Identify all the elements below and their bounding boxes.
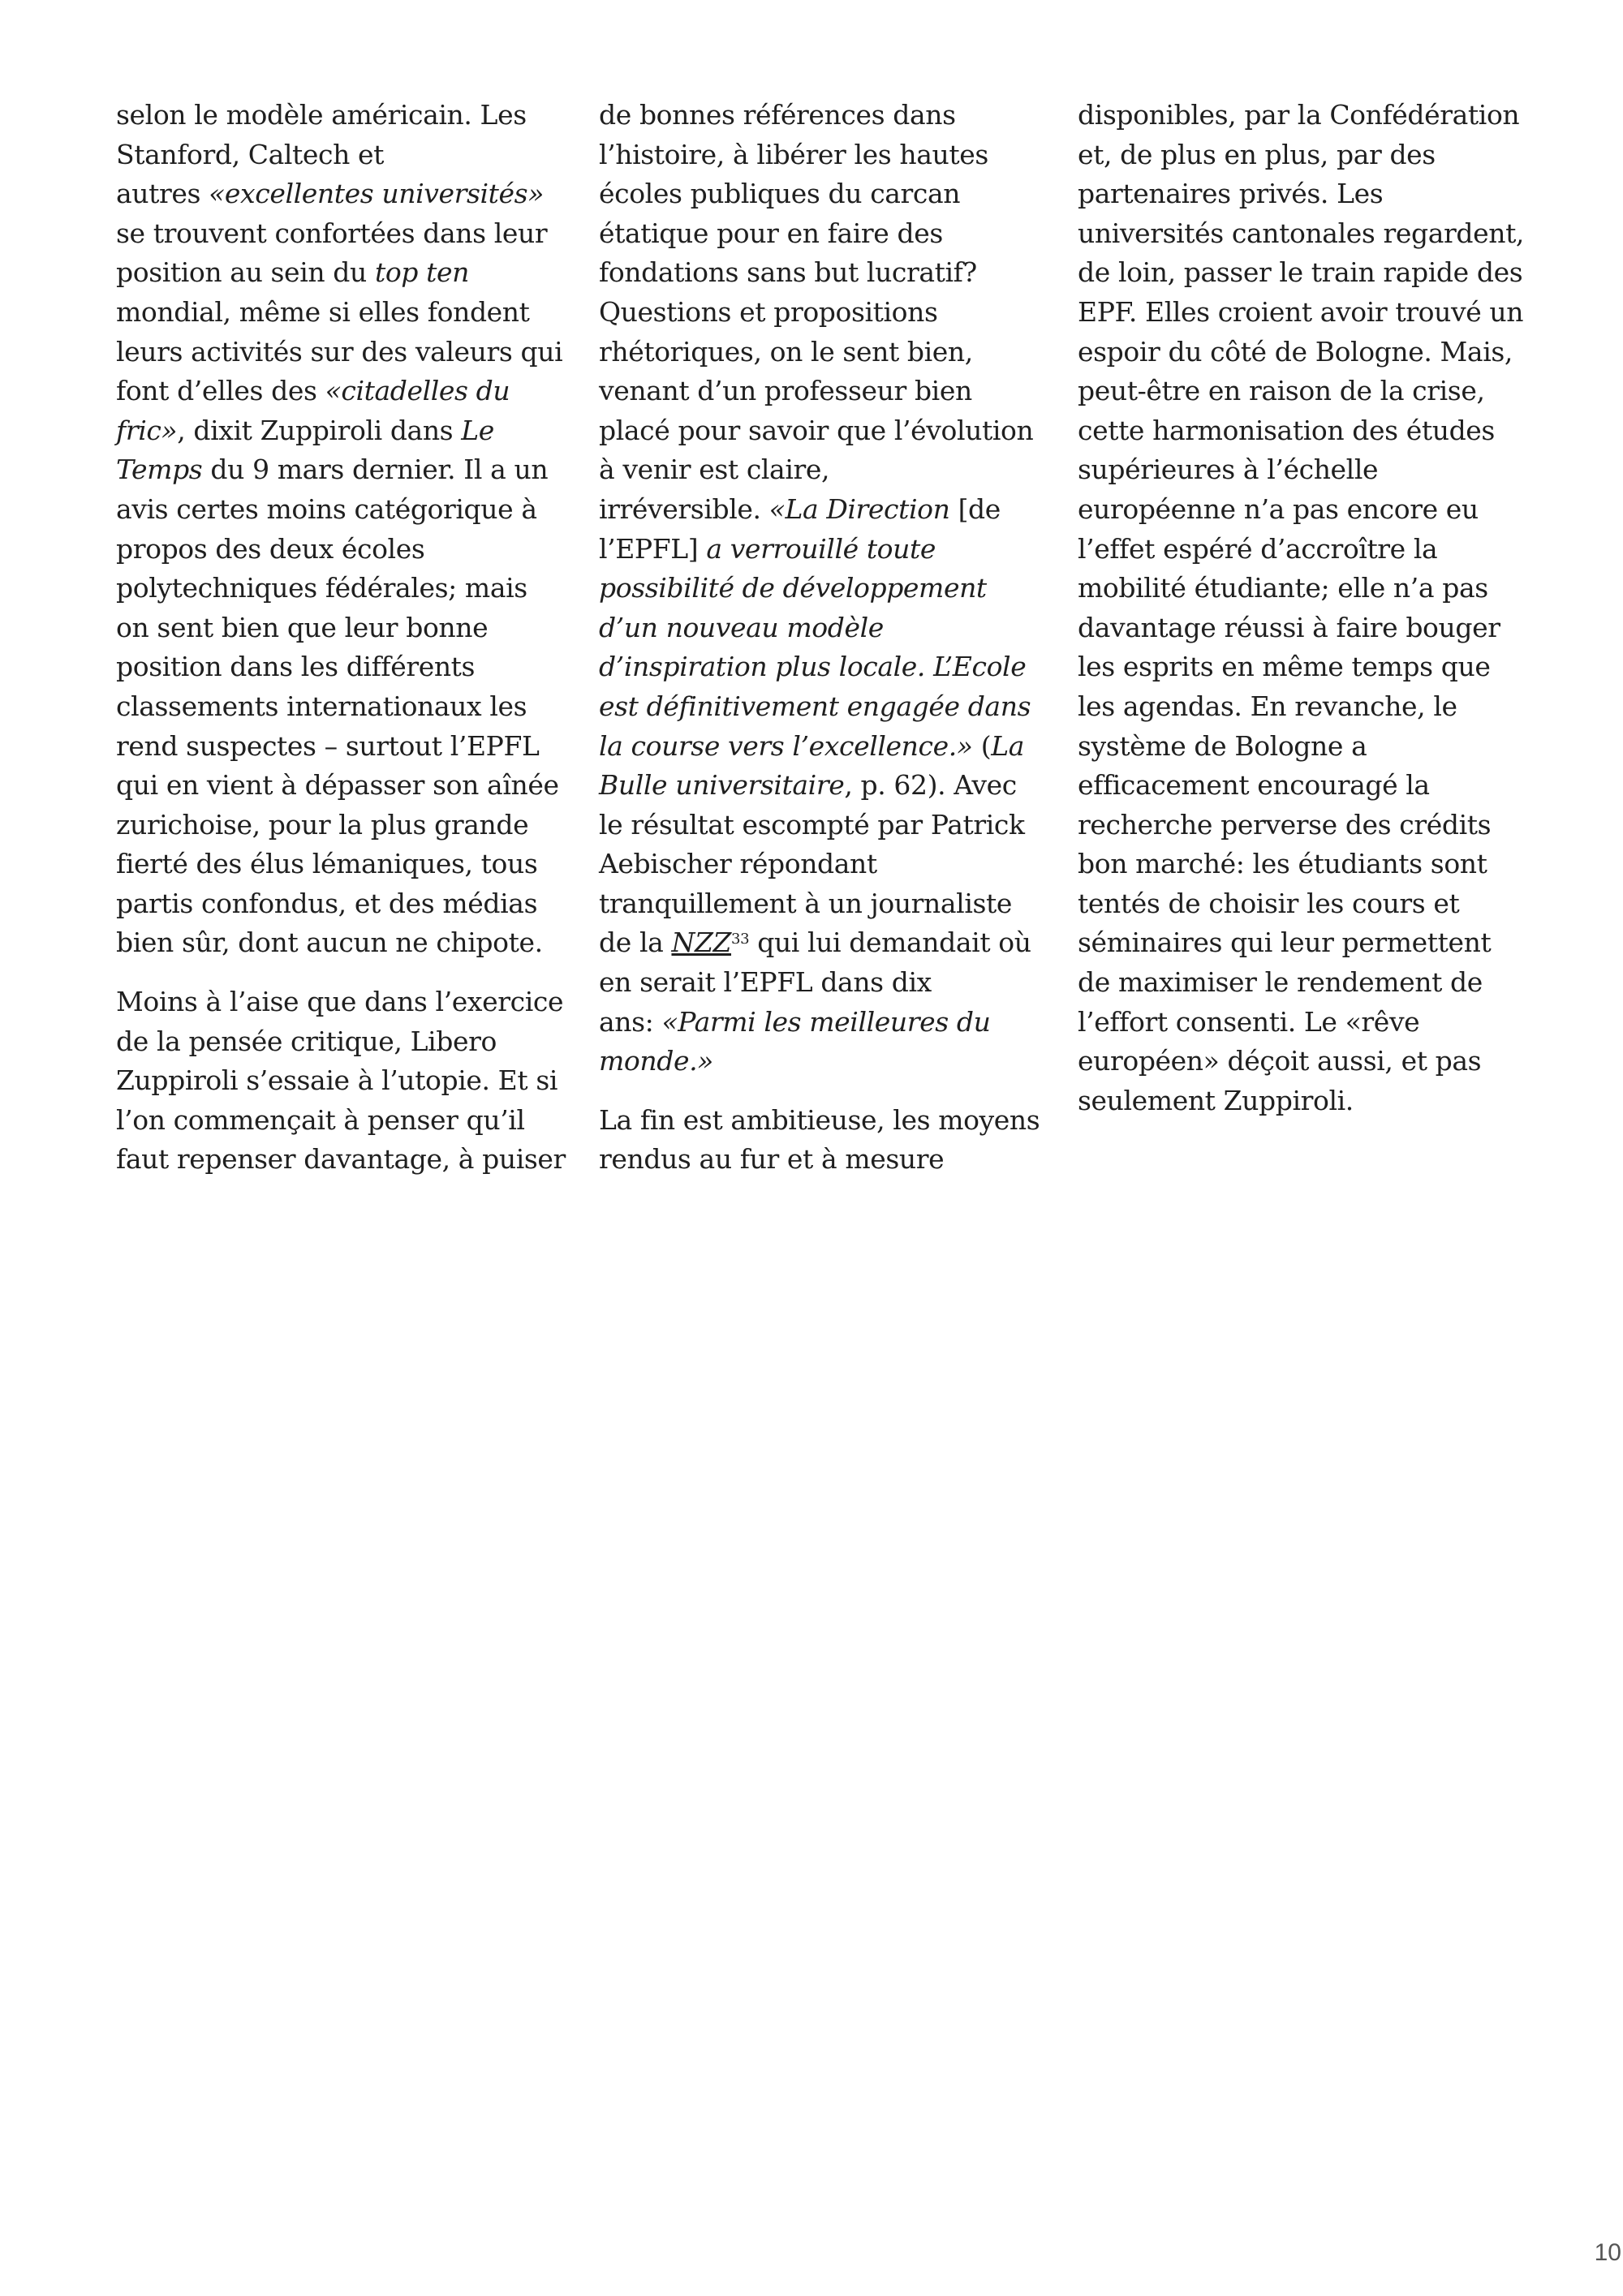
text-line	[116, 450, 554, 490]
text-line	[1078, 884, 1516, 924]
text-line	[1078, 608, 1516, 648]
text-run: , p. 62). Avec	[844, 769, 1017, 802]
text-line	[599, 293, 1037, 333]
text-run: font d’elles des	[116, 375, 325, 407]
text-line	[599, 1140, 1037, 1180]
italic-run: NZZ	[671, 927, 732, 959]
text-run: qui en vient à dépasser son aînée	[116, 769, 559, 802]
text-line	[116, 135, 554, 175]
italic-run: «La Direction	[768, 492, 950, 525]
text-line	[116, 727, 554, 767]
text-line	[1078, 963, 1516, 1003]
text-column-1	[116, 96, 566, 1180]
text-line	[116, 490, 554, 530]
text-run: l’histoire, à libérer les hautes	[599, 138, 988, 170]
text-run: tentés de choisir les cours et	[1078, 887, 1460, 919]
text-run: et, de plus en plus, par des	[1078, 138, 1436, 170]
text-line	[116, 1022, 554, 1062]
italic-run: est définitivement engagée dans	[599, 690, 1031, 722]
text-line	[1078, 845, 1516, 884]
text-line	[1078, 333, 1516, 372]
text-line	[116, 1140, 566, 1180]
text-run: polytechniques fédérales; mais	[116, 572, 527, 604]
italic-run: fric»	[116, 414, 178, 446]
text-line	[599, 135, 1037, 175]
text-run: se trouvent confortées dans leur	[116, 217, 548, 249]
text-line	[1078, 214, 1525, 254]
text-line	[116, 647, 554, 687]
text-run: Questions et propositions	[599, 295, 938, 328]
text-run: rend suspectes – surtout l’EPFL	[116, 729, 540, 762]
text-run: en serait l’EPFL dans dix	[599, 966, 932, 999]
text-run: davantage réussi à faire bouger	[1078, 611, 1500, 643]
text-line	[599, 411, 1037, 451]
text-run: (	[972, 729, 992, 762]
italic-run: Le	[461, 414, 494, 446]
text-line	[599, 174, 1037, 214]
text-run: fondations sans but lucratif?	[599, 256, 977, 289]
text-run: faut repenser davantage, à puiser	[116, 1143, 566, 1176]
text-line	[599, 963, 1037, 1003]
text-run: de loin, passer le train rapide des	[1078, 256, 1523, 289]
text-line	[599, 333, 1037, 372]
text-line	[116, 96, 554, 135]
text-run: européenne n’a pas encore eu	[1078, 492, 1479, 525]
text-run: position au sein du	[116, 256, 375, 289]
text-run: bon marché: les étudiants sont	[1078, 848, 1487, 880]
text-line	[599, 727, 1037, 767]
paragraph	[116, 982, 566, 1180]
text-line	[599, 806, 1037, 845]
text-run: du 9 mars dernier. Il a un	[202, 454, 549, 486]
text-run: zurichoise, pour la plus grande	[116, 808, 529, 841]
text-line	[1078, 490, 1516, 530]
text-line	[116, 530, 554, 570]
text-run: venant d’un professeur bien	[599, 375, 972, 407]
text-line	[116, 845, 554, 884]
text-line	[116, 1101, 554, 1141]
text-run: partenaires privés. Les	[1078, 178, 1384, 210]
text-line	[599, 608, 1037, 648]
italic-run: Bulle universitaire	[599, 769, 845, 802]
text-line	[116, 333, 563, 372]
text-column-2	[599, 96, 1040, 1180]
text-line	[599, 923, 1037, 963]
text-run: séminaires qui leur permettent	[1078, 927, 1492, 959]
text-run: mobilité étudiante; elle n’a pas	[1078, 572, 1488, 604]
text-line	[1078, 647, 1516, 687]
text-line	[116, 411, 554, 451]
text-run: Moins à l’aise que dans l’exercice	[116, 986, 564, 1018]
text-run: supérieures à l’échelle	[1078, 454, 1379, 486]
text-run: rendus au fur et à mesure	[599, 1143, 945, 1176]
text-run: fierté des élus lémaniques, tous	[116, 848, 538, 880]
text-line	[1078, 135, 1516, 175]
paragraph	[1078, 96, 1525, 1120]
text-run: tranquillement à un journaliste	[599, 887, 1013, 919]
footnote-marker: 33	[731, 931, 750, 948]
text-line	[1078, 293, 1524, 333]
paragraph	[599, 1101, 1040, 1180]
text-line	[116, 923, 554, 963]
text-line	[599, 1042, 1037, 1081]
italic-run: top ten	[374, 256, 469, 289]
text-line	[116, 372, 554, 411]
text-line	[1078, 411, 1516, 451]
text-run: le résultat escompté par Patrick	[599, 808, 1025, 841]
text-line	[1078, 806, 1516, 845]
text-run: de bonnes références dans	[599, 99, 956, 131]
text-run: à venir est claire,	[599, 454, 830, 486]
text-line	[1078, 1003, 1516, 1043]
text-line	[599, 766, 1037, 806]
text-run: l’EPFL]	[599, 532, 707, 565]
text-line	[1078, 253, 1523, 293]
italic-run: Temps	[116, 454, 203, 486]
text-run: mondial, même si elles fondent	[116, 295, 530, 328]
text-line	[1078, 923, 1516, 963]
text-run: universités cantonales regardent,	[1078, 217, 1525, 249]
paragraph-gap	[116, 963, 554, 982]
text-run: Zuppiroli s’essaie à l’utopie. Et si	[116, 1064, 558, 1097]
text-line	[116, 253, 554, 293]
text-line	[599, 214, 1037, 254]
text-run: peut-être en raison de la crise,	[1078, 375, 1485, 407]
text-line	[1078, 450, 1516, 490]
paragraph	[116, 96, 563, 963]
text-line	[1078, 174, 1516, 214]
text-run: de la	[599, 927, 672, 959]
text-run: espoir du côté de Bologne. Mais,	[1078, 335, 1513, 368]
text-run: autres	[116, 178, 209, 210]
text-line	[599, 253, 1037, 293]
italic-run: a verrouillé toute	[706, 532, 936, 565]
text-line	[599, 687, 1037, 727]
text-run: position dans les différents	[116, 651, 476, 683]
text-run: rhétoriques, on le sent bien,	[599, 335, 973, 368]
text-line	[599, 530, 1037, 570]
text-line	[599, 884, 1037, 924]
text-line	[599, 96, 1037, 135]
text-line	[1078, 569, 1516, 608]
text-line	[599, 569, 1037, 608]
text-run: disponibles, par la Confédération	[1078, 99, 1520, 131]
italic-run: «citadelles du	[325, 375, 510, 407]
text-line	[1078, 727, 1516, 767]
text-run: les agendas. En revanche, le	[1078, 690, 1457, 722]
text-line	[116, 982, 564, 1022]
text-line	[116, 608, 554, 648]
text-line	[116, 569, 554, 608]
text-run: irréversible.	[599, 492, 769, 525]
text-line	[599, 1101, 1040, 1141]
text-line	[116, 884, 554, 924]
text-run: l’effet espéré d’accroître la	[1078, 532, 1438, 565]
text-line	[116, 687, 554, 727]
text-line	[599, 647, 1037, 687]
text-run: Stanford, Caltech et	[116, 138, 385, 170]
text-run: , dixit Zuppiroli dans	[177, 414, 462, 446]
text-run: leurs activités sur des valeurs qui	[116, 335, 563, 368]
text-run: seulement Zuppiroli.	[1078, 1084, 1354, 1116]
text-run: les esprits en même temps que	[1078, 651, 1491, 683]
text-run: système de Bologne a	[1078, 729, 1367, 762]
text-run: de maximiser le rendement de	[1078, 966, 1483, 999]
text-line	[1078, 530, 1516, 570]
text-run: selon le modèle américain. Les	[116, 99, 527, 131]
text-run: placé pour savoir que l’évolution	[599, 414, 1034, 446]
text-line	[116, 214, 554, 254]
italic-run: monde.»	[599, 1045, 713, 1077]
text-line	[599, 450, 1037, 490]
text-run: avis certes moins catégorique à	[116, 492, 537, 525]
text-line	[116, 1061, 558, 1101]
text-column-3	[1078, 96, 1525, 1120]
text-run: de la pensée critique, Libero	[116, 1025, 497, 1057]
text-line	[116, 766, 559, 806]
text-run: étatique pour en faire des	[599, 217, 943, 249]
italic-run: la course vers l’excellence.»	[599, 729, 973, 762]
text-run: cette harmonisation des études	[1078, 414, 1495, 446]
text-line	[599, 1003, 1037, 1043]
text-run: classements internationaux les	[116, 690, 527, 722]
text-run: recherche perverse des crédits	[1078, 808, 1492, 841]
italic-run: d’inspiration plus locale. L’Ecole	[599, 651, 1027, 683]
text-line	[116, 293, 554, 333]
text-run: ans:	[599, 1005, 662, 1038]
paragraph-gap	[599, 1081, 1037, 1101]
text-run: La fin est ambitieuse, les moyens	[599, 1103, 1040, 1136]
italic-run: La	[991, 729, 1024, 762]
page-number: 10	[1594, 2239, 1621, 2266]
text-run: EPF. Elles croient avoir trouvé un	[1078, 295, 1524, 328]
text-run: [de	[949, 492, 1001, 525]
text-run: l’on commençait à penser qu’il	[116, 1103, 525, 1136]
paragraph	[599, 96, 1037, 1081]
text-line	[1078, 96, 1520, 135]
text-line	[599, 490, 1037, 530]
text-line	[1078, 372, 1516, 411]
text-line	[1078, 1042, 1516, 1081]
text-line	[599, 845, 1037, 884]
italic-run: «excellentes universités»	[209, 178, 544, 210]
text-line	[599, 372, 1037, 411]
text-run: écoles publiques du carcan	[599, 178, 961, 210]
text-run: l’effort consenti. Le «rêve	[1078, 1005, 1420, 1038]
italic-run: possibilité de développement	[599, 572, 987, 604]
text-run: Aebischer répondant	[599, 848, 877, 880]
text-run: efficacement encouragé la	[1078, 769, 1430, 802]
text-line	[116, 174, 554, 214]
text-line	[1078, 1081, 1516, 1121]
text-line	[1078, 766, 1516, 806]
text-run: bien sûr, dont aucun ne chipote.	[116, 927, 543, 959]
italic-run: «Parmi les meilleures du	[661, 1005, 991, 1038]
text-run: qui lui demandait où	[749, 927, 1031, 959]
text-run: partis confondus, et des médias	[116, 887, 538, 919]
text-run: européen» déçoit aussi, et pas	[1078, 1045, 1482, 1077]
text-run: propos des deux écoles	[116, 532, 425, 565]
text-run: on sent bien que leur bonne	[116, 611, 489, 643]
italic-run: d’un nouveau modèle	[599, 611, 884, 643]
text-line	[1078, 687, 1516, 727]
text-line	[116, 806, 554, 845]
